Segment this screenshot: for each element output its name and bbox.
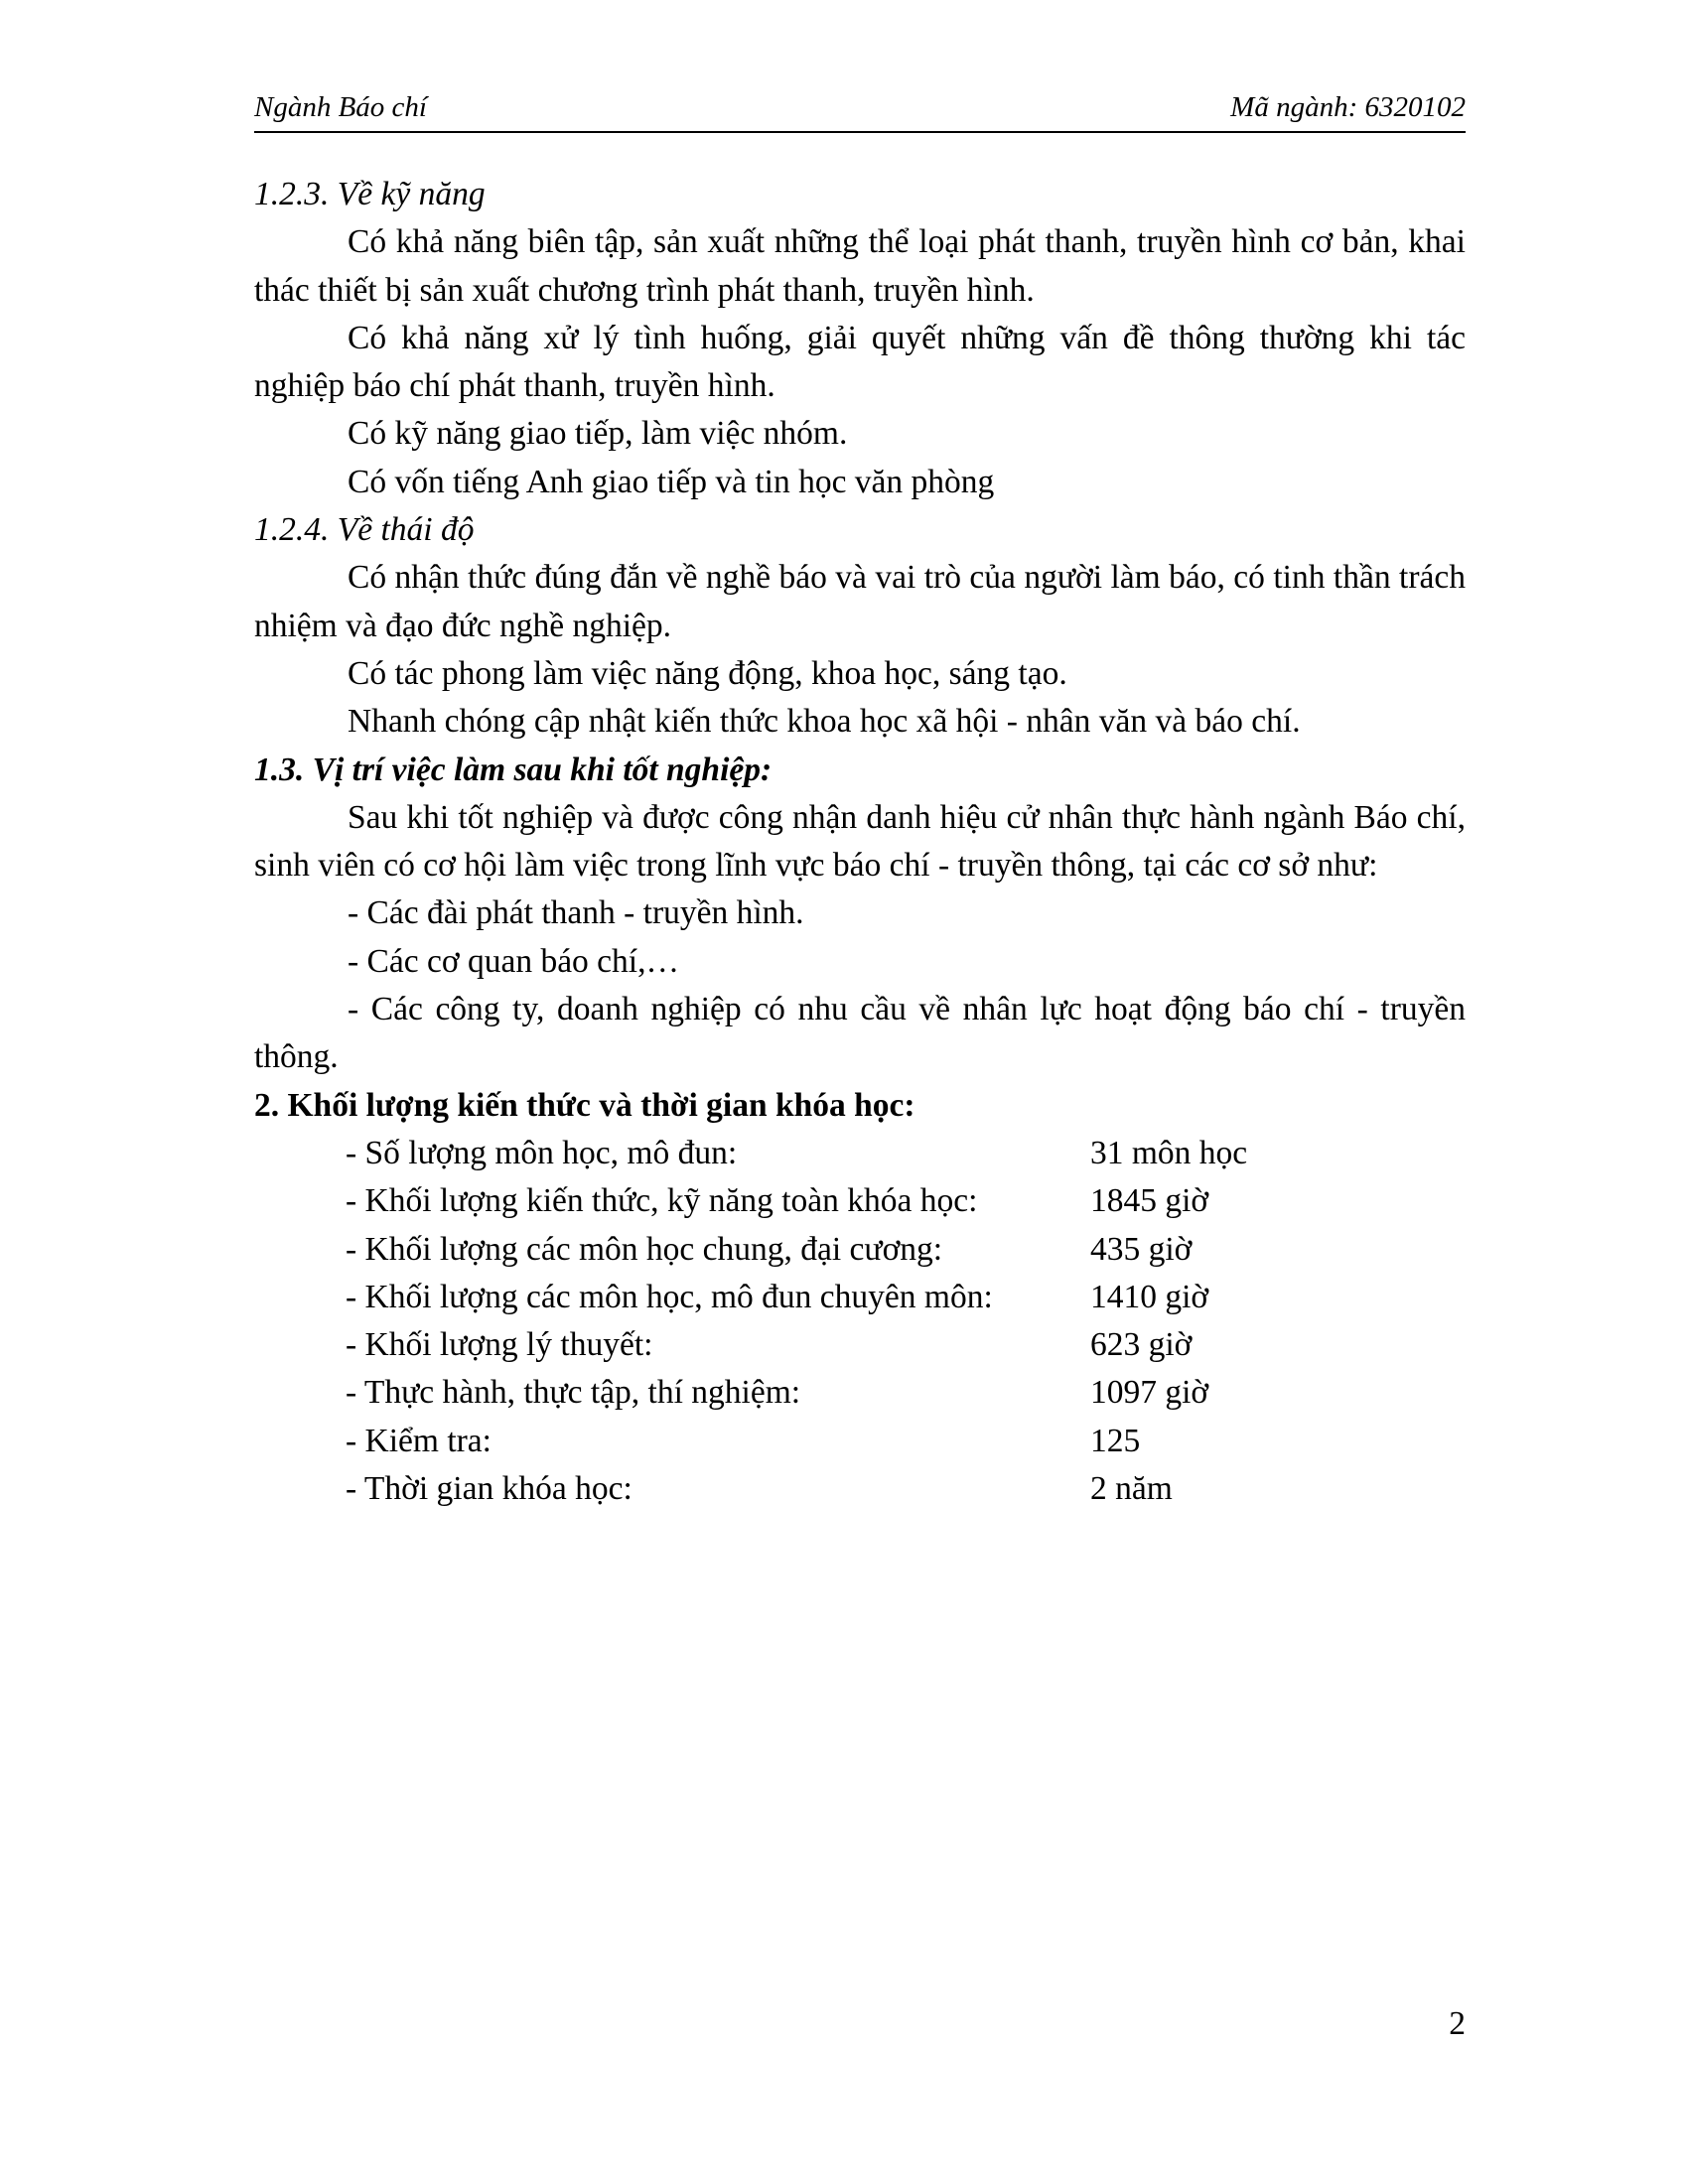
page-number: 2 <box>1449 2005 1466 2042</box>
skills-paragraph: Có kỹ năng giao tiếp, làm việc nhóm. <box>348 415 848 453</box>
volume-stat-row <box>254 1369 1466 1417</box>
volume-stat-value: 1097 giờ <box>1090 1374 1209 1412</box>
skills-paragraph: Có vốn tiếng Anh giao tiếp và tin học văn phòng <box>348 463 995 500</box>
volume-stat-row <box>254 1465 1466 1513</box>
volume-stat-label: - Khối lượng các môn học, mô đun chuyên môn: <box>346 1278 993 1315</box>
header-program-name: Ngành Báo chí <box>254 91 427 123</box>
volume-stat-value: 31 môn học <box>1090 1134 1248 1171</box>
volume-stat-row <box>254 1274 1466 1321</box>
volume-stat-row <box>254 1418 1466 1465</box>
volume-stat-value: 623 giờ <box>1090 1326 1193 1364</box>
attitude-paragraph: Có tác phong làm việc năng động, khoa học, sáng tạo. <box>348 654 1067 692</box>
attitude-heading: 1.2.4. Về thái độ <box>254 511 475 549</box>
jobs-list-item: - Các công ty, doanh nghiệp có nhu cầu về nhân lực hoạt động báo chí - truyền thông. <box>254 991 1466 1076</box>
volume-stat-row <box>254 1321 1466 1369</box>
skills-heading: 1.2.3. Về kỹ năng <box>254 176 486 212</box>
attitude-paragraph: Nhanh chóng cập nhật kiến thức khoa học xã hội - nhân văn và báo chí. <box>348 703 1301 741</box>
volume-heading: 2. Khối lượng kiến thức và thời gian khóa học: <box>254 1086 915 1124</box>
jobs-intro: Sau khi tốt nghiệp và được công nhận danh hiệu cử nhân thực hành ngành Báo chí, sinh viên có cơ hội làm việc trong lĩnh vực báo chí - truyền thông, tại các cơ sở như: <box>254 798 1466 885</box>
volume-stat-value: 435 giờ <box>1090 1230 1193 1268</box>
page-header <box>254 91 1466 133</box>
jobs-list-item: - Các đài phát thanh - truyền hình. <box>348 894 804 932</box>
skills-paragraph: Có khả năng biên tập, sản xuất những thể loại phát thanh, truyền hình cơ bản, khai thác thiết bị sản xuất chương trình phát thanh, truyền hình. <box>254 223 1466 309</box>
page-content <box>254 171 1466 1513</box>
volume-stat-label: - Kiểm tra: <box>346 1422 492 1459</box>
jobs-heading: 1.3. Vị trí việc làm sau khi tốt nghiệp: <box>254 751 773 788</box>
volume-stat-label: - Khối lượng kiến thức, kỹ năng toàn khóa học: <box>346 1182 978 1220</box>
volume-stat-value: 1410 giờ <box>1090 1278 1209 1315</box>
volume-stat-label: - Số lượng môn học, mô đun: <box>346 1134 738 1171</box>
volume-stat-label: - Khối lượng các môn học chung, đại cương: <box>346 1230 943 1268</box>
volume-stat-value: 125 <box>1090 1422 1141 1459</box>
volume-stat-row <box>254 1177 1466 1225</box>
volume-stat-label: - Khối lượng lý thuyết: <box>346 1326 653 1364</box>
volume-stat-row <box>254 1130 1466 1177</box>
volume-stat-value: 2 năm <box>1090 1470 1173 1508</box>
header-program-code: Mã ngành: 6320102 <box>1230 91 1466 123</box>
attitude-paragraph: Có nhận thức đúng đắn về nghề báo và vai trò của người làm báo, có tinh thần trách nhiệm và đạo đức nghề nghiệp. <box>254 559 1466 644</box>
volume-stats-list <box>254 1130 1466 1513</box>
volume-stat-value: 1845 giờ <box>1090 1182 1209 1220</box>
volume-stat-label: - Thực hành, thực tập, thí nghiệm: <box>346 1374 801 1412</box>
volume-stat-row <box>254 1226 1466 1274</box>
jobs-list-item: - Các cơ quan báo chí,… <box>348 942 679 980</box>
skills-paragraph: Có khả năng xử lý tình huống, giải quyết những vấn đề thông thường khi tác nghiệp báo chí phát thanh, truyền hình. <box>254 319 1466 405</box>
volume-stat-label: - Thời gian khóa học: <box>346 1470 633 1508</box>
